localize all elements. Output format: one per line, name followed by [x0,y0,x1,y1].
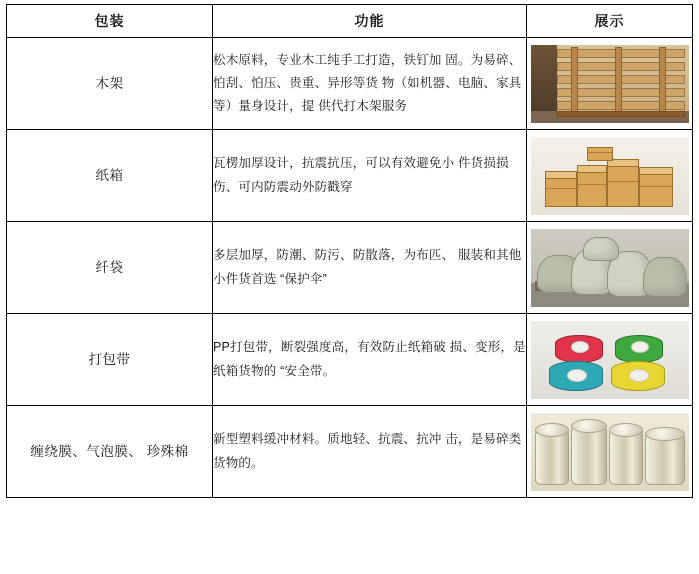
display-cell [527,314,693,406]
wooden-crate-photo [531,45,689,123]
strapping-band-photo [531,321,689,399]
header-row [7,5,693,38]
category-cell: 纸箱 [7,130,213,222]
category-cell: 木架 [7,38,213,130]
display-cell [527,130,693,222]
packaging-table [6,4,693,498]
display-cell [527,222,693,314]
table-row [7,38,693,130]
carton-box-photo [531,137,689,215]
column-header-packaging: 包装 [7,5,213,38]
column-header-function: 功能 [213,5,527,38]
description-cell: 瓦楞加厚设计，抗震抗压，可以有效避免小 件货损损伤、可内防震动外防戳穿 [213,130,527,222]
category-cell: 缠绕膜、气泡膜、 珍殊棉 [7,406,213,498]
column-header-display: 展示 [527,5,693,38]
table-row [7,406,693,498]
description-cell: 松木原料，专业木工纯手工打造，铁钉加 固。为易碎、怕刮、怕压、贵重、异形等货 物（如机器、电脑、家具等）量身设计，提 供代打木架服务 [213,38,527,130]
table-row [7,130,693,222]
table-header [7,5,693,38]
packaging-table-page [0,4,699,574]
woven-bag-photo [531,229,689,307]
table-row [7,314,693,406]
table-body [7,38,693,498]
description-cell: 多层加厚，防潮、防污、防散落，为布匹、 服装和其他小件货首选 “保护伞” [213,222,527,314]
description-cell: 新型塑料缓冲材料。质地轻、抗震、抗冲 击，是易碎类货物的。 [213,406,527,498]
display-cell [527,406,693,498]
description-cell: PP打包带，断裂强度高，有效防止纸箱破 损、变形，是纸箱货物的 “安全带。 [213,314,527,406]
category-cell: 纤袋 [7,222,213,314]
display-cell [527,38,693,130]
category-cell: 打包带 [7,314,213,406]
table-row [7,222,693,314]
stretch-film-photo [531,413,689,491]
